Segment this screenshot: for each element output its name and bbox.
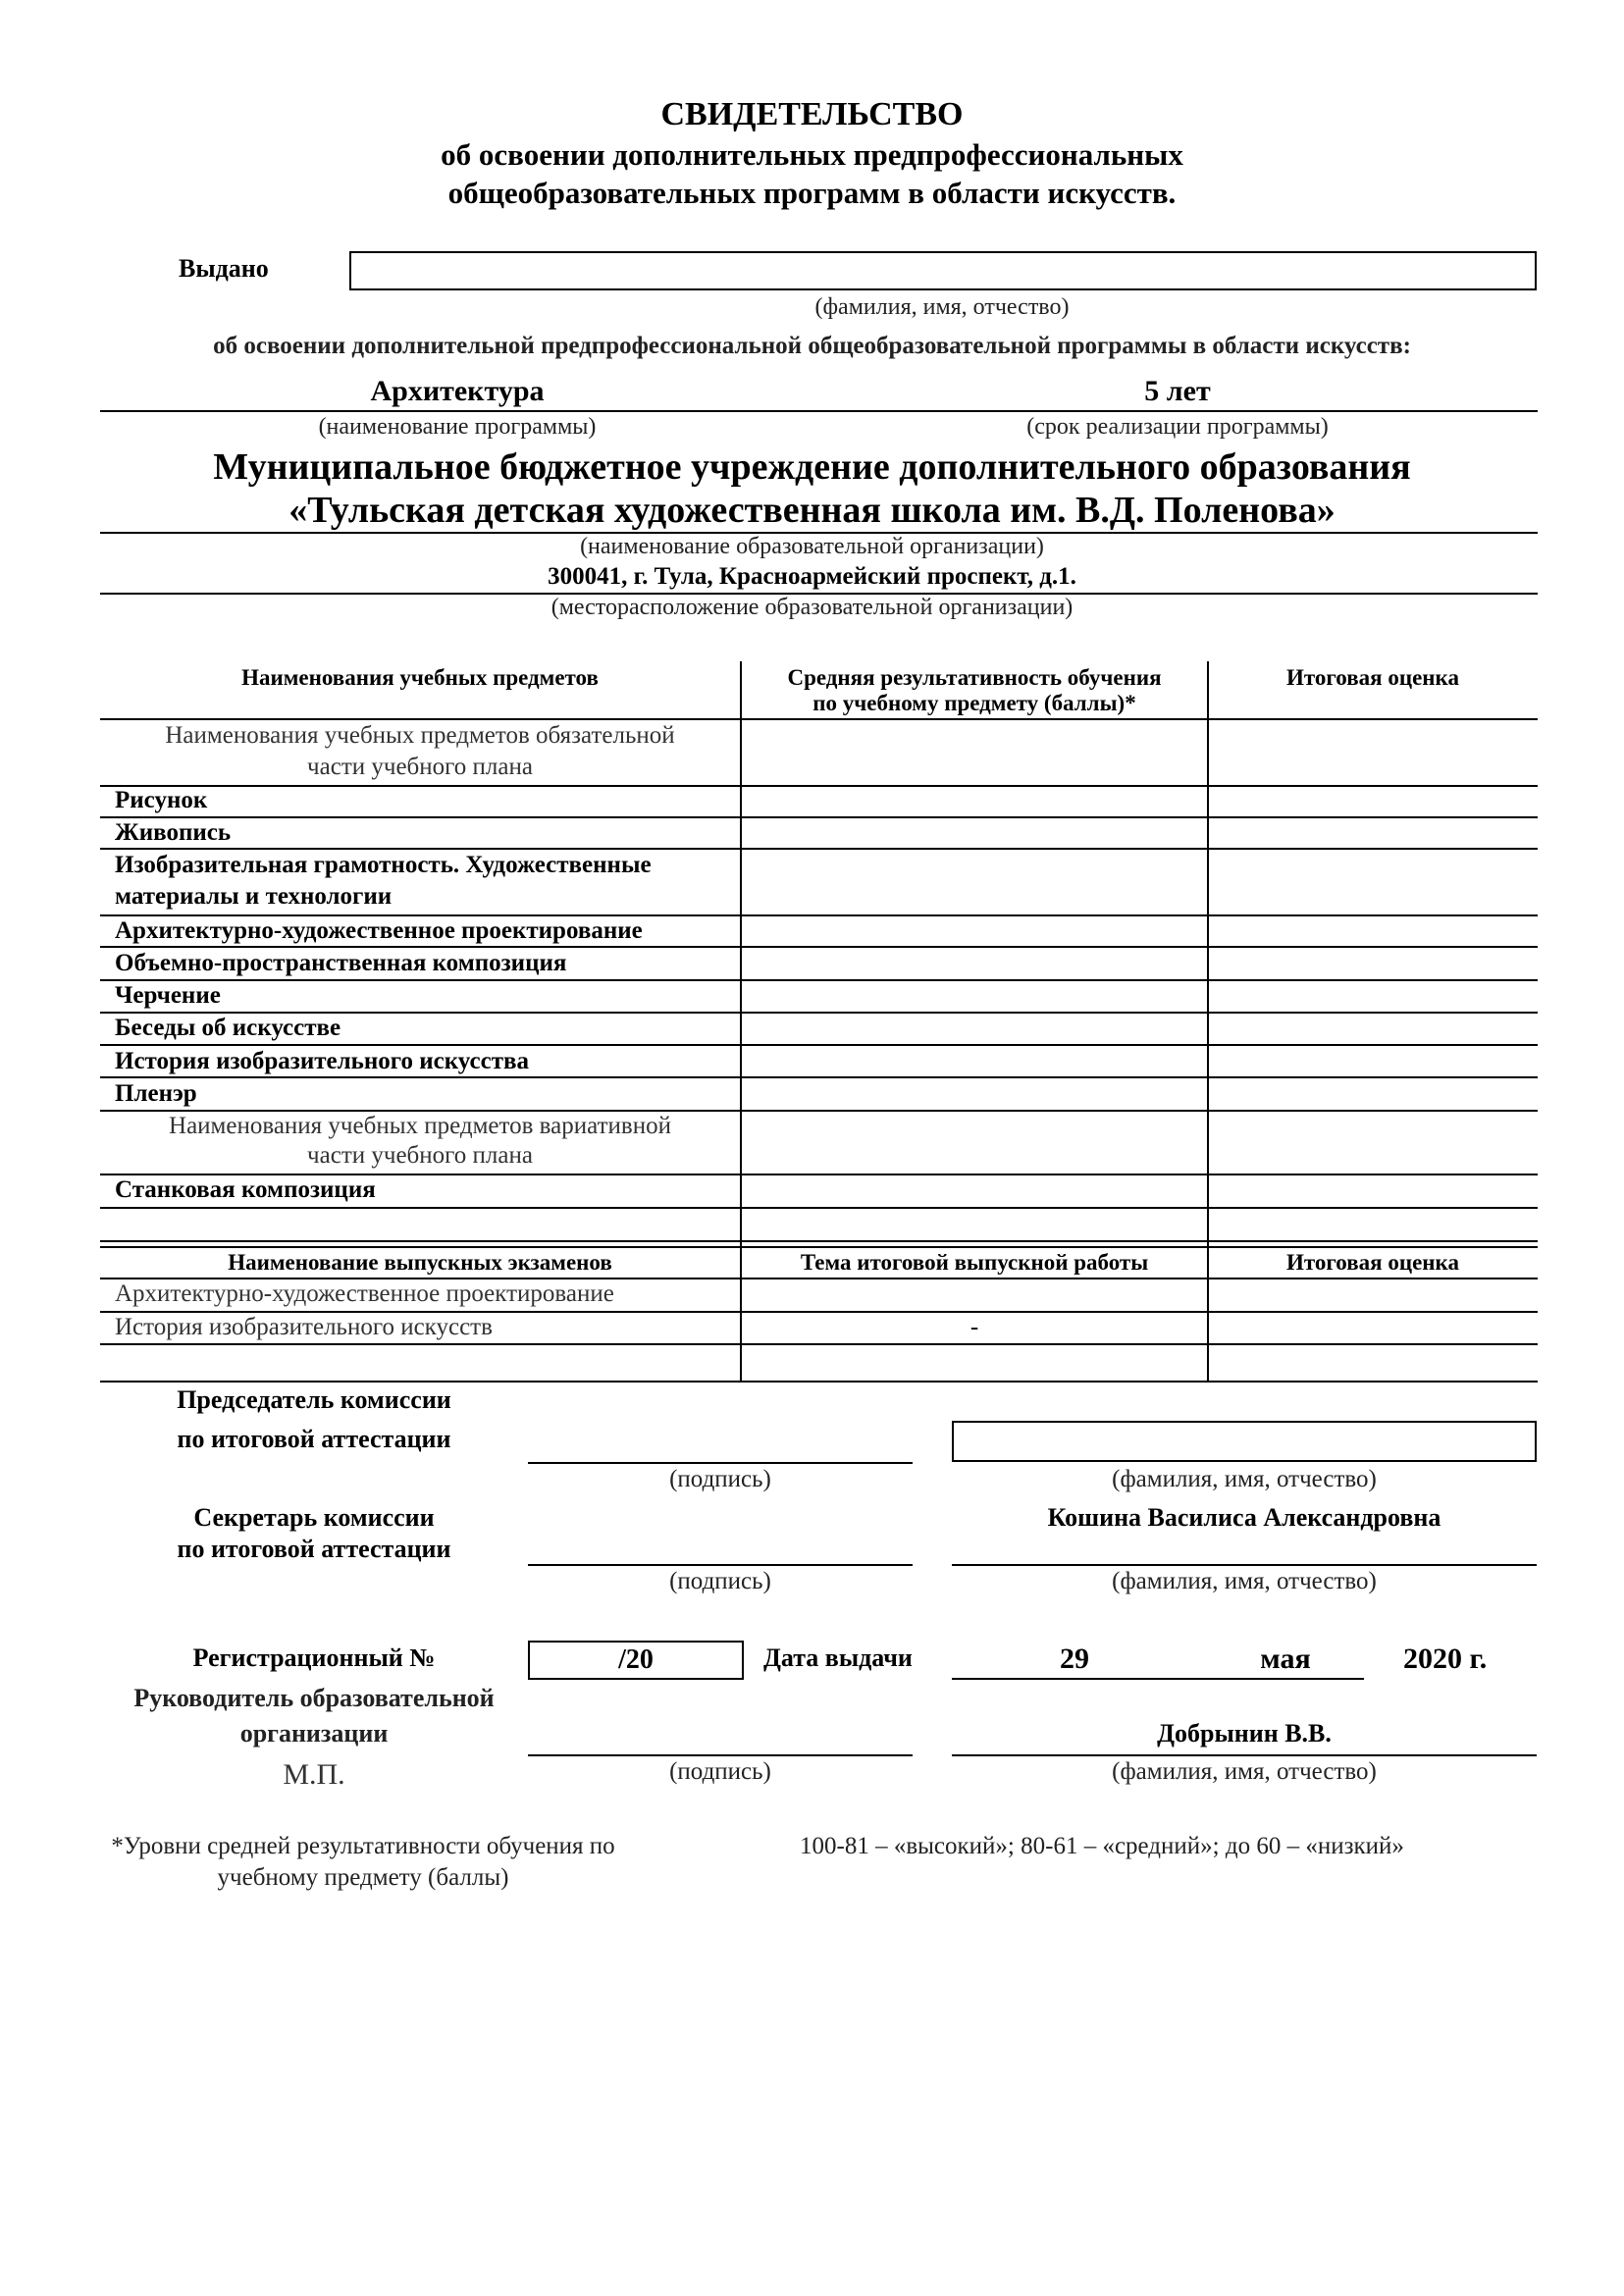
program-name: Архитектура bbox=[370, 375, 545, 407]
certificate-subtitle-line2: общеобразовательных программ в области искусств. bbox=[447, 176, 1177, 210]
table-line bbox=[100, 816, 1538, 818]
footnote-levels: 100-81 – «высокий»; 80-61 – «средний»; до 60 – «низкий» bbox=[800, 1833, 1404, 1859]
exam-name: История изобразительного искусств bbox=[115, 1314, 493, 1340]
table-double-line-bottom bbox=[100, 1246, 1538, 1248]
col-divider-2 bbox=[1207, 661, 1209, 1246]
organization-line1: Муниципальное бюджетное учреждение дополнительного образования bbox=[213, 446, 1411, 488]
head-fio-caption: (фамилия, имя, отчество) bbox=[1112, 1758, 1377, 1785]
subjects-col-avg-header-line1: Средняя результативность обучения bbox=[787, 665, 1162, 690]
chair-fio-caption: (фамилия, имя, отчество) bbox=[1112, 1466, 1377, 1492]
secretary-label-line2: по итоговой аттестации bbox=[177, 1535, 451, 1563]
head-signature-line bbox=[528, 1754, 913, 1756]
certificate-subtitle-line1: об освоении дополнительных предпрофессиональных bbox=[441, 137, 1183, 172]
secretary-fio-line bbox=[952, 1564, 1537, 1566]
variative-part-header-line1: Наименования учебных предметов вариативной bbox=[169, 1113, 671, 1139]
organization-address: 300041, г. Тула, Красноармейский проспект, д.1. bbox=[548, 563, 1076, 590]
chair-signature-caption: (подпись) bbox=[669, 1466, 771, 1492]
table-line bbox=[100, 718, 1538, 720]
head-name: Добрынин В.В. bbox=[1157, 1719, 1332, 1748]
subjects-col-grade-header: Итоговая оценка bbox=[1286, 665, 1459, 690]
issue-date-underline bbox=[952, 1678, 1364, 1680]
registration-number: /20 bbox=[618, 1644, 654, 1675]
chair-label-line2: по итоговой аттестации bbox=[177, 1425, 451, 1453]
organization-caption: (наименование образовательной организации) bbox=[580, 534, 1044, 559]
table-line bbox=[100, 1278, 1538, 1279]
issued-label: Выдано bbox=[179, 254, 269, 283]
table-line bbox=[100, 1381, 1538, 1383]
certificate-title: СВИДЕТЕЛЬСТВО bbox=[660, 96, 964, 132]
subject-name: Станковая композиция bbox=[115, 1176, 376, 1203]
subject-name: Пленэр bbox=[115, 1080, 197, 1107]
issue-day: 29 bbox=[1060, 1643, 1089, 1675]
registration-label: Регистрационный № bbox=[192, 1644, 436, 1672]
secretary-name: Кошина Василиса Александровна bbox=[1047, 1503, 1441, 1532]
issue-date-label: Дата выдачи bbox=[763, 1644, 913, 1672]
program-underline bbox=[100, 410, 1538, 412]
table-double-line-top bbox=[100, 1240, 1538, 1242]
mandatory-part-header-line1: Наименования учебных предметов обязательной bbox=[165, 722, 675, 749]
table-line bbox=[100, 979, 1538, 981]
chair-signature-line bbox=[528, 1462, 913, 1464]
subject-name: Беседы об искусстве bbox=[115, 1015, 341, 1041]
program-name-caption: (наименование программы) bbox=[318, 414, 597, 440]
subjects-col-name-header: Наименования учебных предметов bbox=[241, 665, 599, 690]
subject-name: Рисунок bbox=[115, 787, 208, 813]
subject-name: История изобразительного искусства bbox=[115, 1048, 529, 1074]
subject-name: Архитектурно-художественное проектирование bbox=[115, 917, 643, 944]
table-line bbox=[100, 1044, 1538, 1046]
issue-month: мая bbox=[1260, 1643, 1311, 1675]
secretary-fio-caption: (фамилия, имя, отчество) bbox=[1112, 1568, 1377, 1594]
col-divider-1 bbox=[740, 661, 742, 1246]
program-duration: 5 лет bbox=[1144, 375, 1211, 407]
table-line bbox=[100, 946, 1538, 948]
chair-name-field bbox=[952, 1421, 1537, 1462]
head-label-line1: Руководитель образовательной bbox=[133, 1684, 495, 1712]
table-line bbox=[100, 914, 1538, 916]
organization-line2: «Тульская детская художественная школа им. В.Д. Поленова» bbox=[288, 490, 1336, 531]
table-line bbox=[100, 1174, 1538, 1175]
secretary-signature-caption: (подпись) bbox=[669, 1568, 771, 1594]
stamp-place-label: М.П. bbox=[283, 1758, 345, 1791]
issued-name-caption: (фамилия, имя, отчество) bbox=[814, 294, 1070, 320]
issued-name-field bbox=[349, 251, 1537, 290]
secretary-label-line1: Секретарь комиссии bbox=[193, 1503, 435, 1532]
variative-part-header-line2: части учебного плана bbox=[307, 1142, 533, 1169]
head-fio-line bbox=[952, 1754, 1537, 1756]
exam-name: Архитектурно-художественное проектирование bbox=[115, 1280, 614, 1307]
secretary-signature-line bbox=[528, 1564, 913, 1566]
exams-col-theme-header: Тема итоговой выпускной работы bbox=[800, 1250, 1149, 1275]
mandatory-part-header-line2: части учебного плана bbox=[307, 754, 533, 780]
table-line bbox=[100, 1311, 1538, 1313]
head-label-line2: организации bbox=[239, 1719, 389, 1748]
table-line bbox=[100, 1343, 1538, 1345]
subject-name: Черчение bbox=[115, 982, 221, 1009]
table-line bbox=[100, 848, 1538, 850]
chair-label-line1: Председатель комиссии bbox=[177, 1385, 451, 1414]
table-line bbox=[100, 1076, 1538, 1078]
exam-theme: - bbox=[969, 1314, 979, 1340]
subject-name: Изобразительная грамотность. Художественные bbox=[115, 852, 652, 878]
exams-col-grade-header: Итоговая оценка bbox=[1286, 1250, 1459, 1275]
subjects-col-avg-header-line2: по учебному предмету (баллы)* bbox=[812, 691, 1136, 715]
address-caption: (месторасположение образовательной организации) bbox=[550, 595, 1074, 620]
program-intro: об освоении дополнительной предпрофессиональной общеобразовательной программы в области искусств: bbox=[213, 333, 1411, 359]
head-signature-caption: (подпись) bbox=[669, 1758, 771, 1785]
subject-name: материалы и технологии bbox=[115, 883, 393, 910]
program-duration-caption: (срок реализации программы) bbox=[1026, 414, 1329, 440]
registration-number-field bbox=[528, 1641, 744, 1680]
table-line bbox=[100, 1207, 1538, 1209]
footnote-left-line1: *Уровни средней результативности обучения по bbox=[111, 1833, 615, 1859]
issue-year: 2020 г. bbox=[1403, 1643, 1488, 1675]
table-line bbox=[100, 785, 1538, 787]
table-line bbox=[100, 1110, 1538, 1112]
table-line bbox=[100, 1012, 1538, 1014]
subject-name: Живопись bbox=[115, 819, 232, 846]
footnote-left-line2: учебному предмету (баллы) bbox=[217, 1864, 509, 1891]
subject-name: Объемно-пространственная композиция bbox=[115, 950, 567, 976]
exams-col-name-header: Наименование выпускных экзаменов bbox=[228, 1250, 612, 1275]
